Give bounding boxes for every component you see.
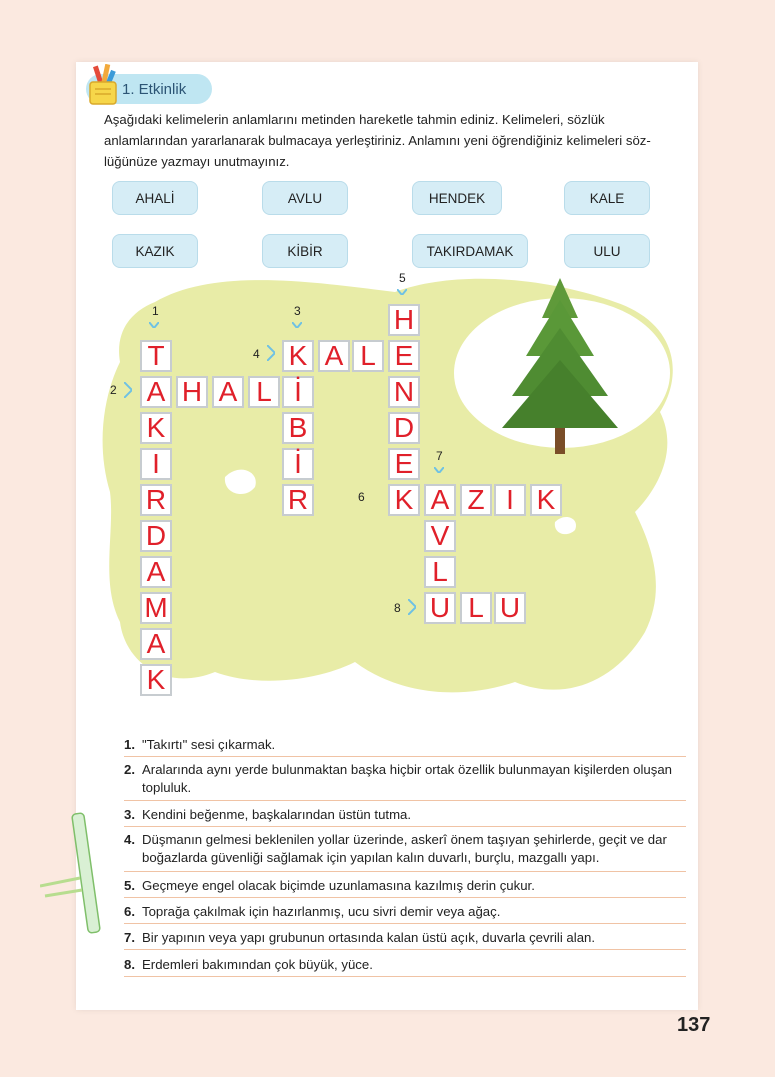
word-chip: TAKIRDAMAK [412, 234, 528, 268]
instructions-line: Aşağıdaki kelimelerin anlamlarını metinden hareketle tahmin ediniz. Kelimeleri, sözlük [104, 112, 605, 127]
arrow-down-icon [292, 322, 302, 328]
crossword-cell[interactable]: H [388, 304, 420, 336]
divider [124, 923, 686, 924]
crossword-cell[interactable]: L [352, 340, 384, 372]
clue-item-number: 2. [124, 762, 135, 777]
crossword-cell[interactable]: T [140, 340, 172, 372]
page-number: 137 [677, 1014, 711, 1036]
clue-number: 5 [399, 271, 406, 285]
clue-number: 1 [152, 304, 159, 318]
crossword-cell[interactable]: R [140, 484, 172, 516]
crossword-cell[interactable]: K [282, 340, 314, 372]
crossword-cell[interactable]: U [494, 592, 526, 624]
clue-item-number: 3. [124, 807, 135, 822]
clue-item [124, 956, 694, 974]
clue-number: 8 [394, 601, 401, 615]
divider [124, 826, 686, 827]
crossword-cell[interactable]: L [248, 376, 280, 408]
activity-title: 1. Etkinlik [122, 81, 187, 98]
crossword-cell[interactable]: A [140, 376, 172, 408]
crossword-cell[interactable]: N [388, 376, 420, 408]
clue-number: 7 [436, 449, 443, 463]
clue-item-number: 5. [124, 878, 135, 893]
crossword-cell[interactable]: A [424, 484, 456, 516]
crossword-cell[interactable]: L [460, 592, 492, 624]
crossword-cell[interactable]: D [388, 412, 420, 444]
clue-item-text: Toprağa çakılmak için hazırlanmış, ucu sivri demir veya ağaç. [142, 904, 501, 919]
divider [124, 976, 686, 977]
clue-item [124, 761, 694, 797]
crossword-cell[interactable]: B [282, 412, 314, 444]
clue-number: 3 [294, 304, 301, 318]
crossword-cell[interactable]: K [530, 484, 562, 516]
crossword-cell[interactable]: I [140, 448, 172, 480]
crossword-cell[interactable]: D [140, 520, 172, 552]
clue-item [124, 831, 694, 867]
arrow-right-icon [124, 382, 132, 398]
word-chip: KALE [564, 181, 650, 215]
clue-item-text: Aralarında aynı yerde bulunmaktan başka hiçbir ortak özellik bulunmayan kişilerden oluşan topluluk. [142, 762, 672, 795]
instructions-line: lüğünüze yazmayı unutmayınız. [104, 154, 290, 169]
crossword-cell[interactable]: A [212, 376, 244, 408]
word-chip: AHALİ [112, 181, 198, 215]
crossword-cell[interactable]: İ [282, 448, 314, 480]
divider [124, 871, 686, 872]
crossword-cell[interactable]: K [140, 664, 172, 696]
crossword-cell[interactable]: A [318, 340, 350, 372]
clue-item-text: Kendini beğenme, başkalarından üstün tutma. [142, 807, 412, 822]
arrow-right-icon [267, 345, 275, 361]
clue-item-number: 6. [124, 904, 135, 919]
clue-item [124, 736, 694, 754]
crossword-cell[interactable]: H [176, 376, 208, 408]
crossword-cell[interactable]: E [388, 448, 420, 480]
crossword-cell[interactable]: Z [460, 484, 492, 516]
clue-number: 6 [358, 490, 365, 504]
divider [124, 756, 686, 757]
divider [124, 949, 686, 950]
word-chip: AVLU [262, 181, 348, 215]
clue-item [124, 903, 694, 921]
word-chip: ULU [564, 234, 650, 268]
tree-illustration [452, 278, 677, 468]
clue-number: 2 [110, 383, 117, 397]
clue-item-text: Erdemleri bakımından çok büyük, yüce. [142, 957, 373, 972]
crossword-cell[interactable]: V [424, 520, 456, 552]
clue-item [124, 929, 694, 947]
clue-item-number: 1. [124, 737, 135, 752]
clue-item [124, 877, 694, 895]
crossword-cell[interactable]: E [388, 340, 420, 372]
clue-item [124, 806, 694, 824]
crossword-cell[interactable]: L [424, 556, 456, 588]
clue-number: 4 [253, 347, 260, 361]
crossword-cell[interactable]: M [140, 592, 172, 624]
pen-illustration [40, 808, 120, 948]
arrow-down-icon [434, 467, 444, 473]
clue-item-text: Bir yapının veya yapı grubunun ortasında kalan üstü açık, duvarla çevrili alan. [142, 930, 596, 945]
crossword-cell[interactable]: İ [282, 376, 314, 408]
word-chip: KİBİR [262, 234, 348, 268]
crossword-cell[interactable]: A [140, 628, 172, 660]
arrow-right-icon [408, 599, 416, 615]
crossword-cell[interactable]: R [282, 484, 314, 516]
crossword-cell[interactable]: K [388, 484, 420, 516]
arrow-down-icon [149, 322, 159, 328]
clue-item-text: "Takırtı" sesi çıkarmak. [142, 737, 276, 752]
word-chip: HENDEK [412, 181, 502, 215]
crossword-cell[interactable]: I [494, 484, 526, 516]
clue-item-number: 4. [124, 832, 135, 847]
crossword-cell[interactable]: U [424, 592, 456, 624]
instructions [104, 109, 692, 172]
clue-item-text: Geçmeye engel olacak biçimde uzunlamasına kazılmış derin çukur. [142, 878, 535, 893]
arrow-down-icon [397, 289, 407, 295]
instructions-line: anlamlarından yararlanarak bulmacaya yerleştiriniz. Anlamını yeni öğrendiğiniz kelimeleri söz- [104, 133, 651, 148]
divider [124, 800, 686, 801]
crossword-cell[interactable]: K [140, 412, 172, 444]
crossword-cell[interactable]: A [140, 556, 172, 588]
divider [124, 897, 686, 898]
clue-item-number: 7. [124, 930, 135, 945]
word-chip: KAZIK [112, 234, 198, 268]
clue-item-text: Düşmanın gelmesi beklenilen yollar üzerinde, askerî önem taşıyan şehirlerde, geçit ve dar boğazlarda güvenliği sağlamak için yapılan kalın duvarlı, burçlu, mazgallı yapı. [142, 832, 667, 865]
pencil-cup-icon [84, 64, 120, 106]
clue-item-number: 8. [124, 957, 135, 972]
